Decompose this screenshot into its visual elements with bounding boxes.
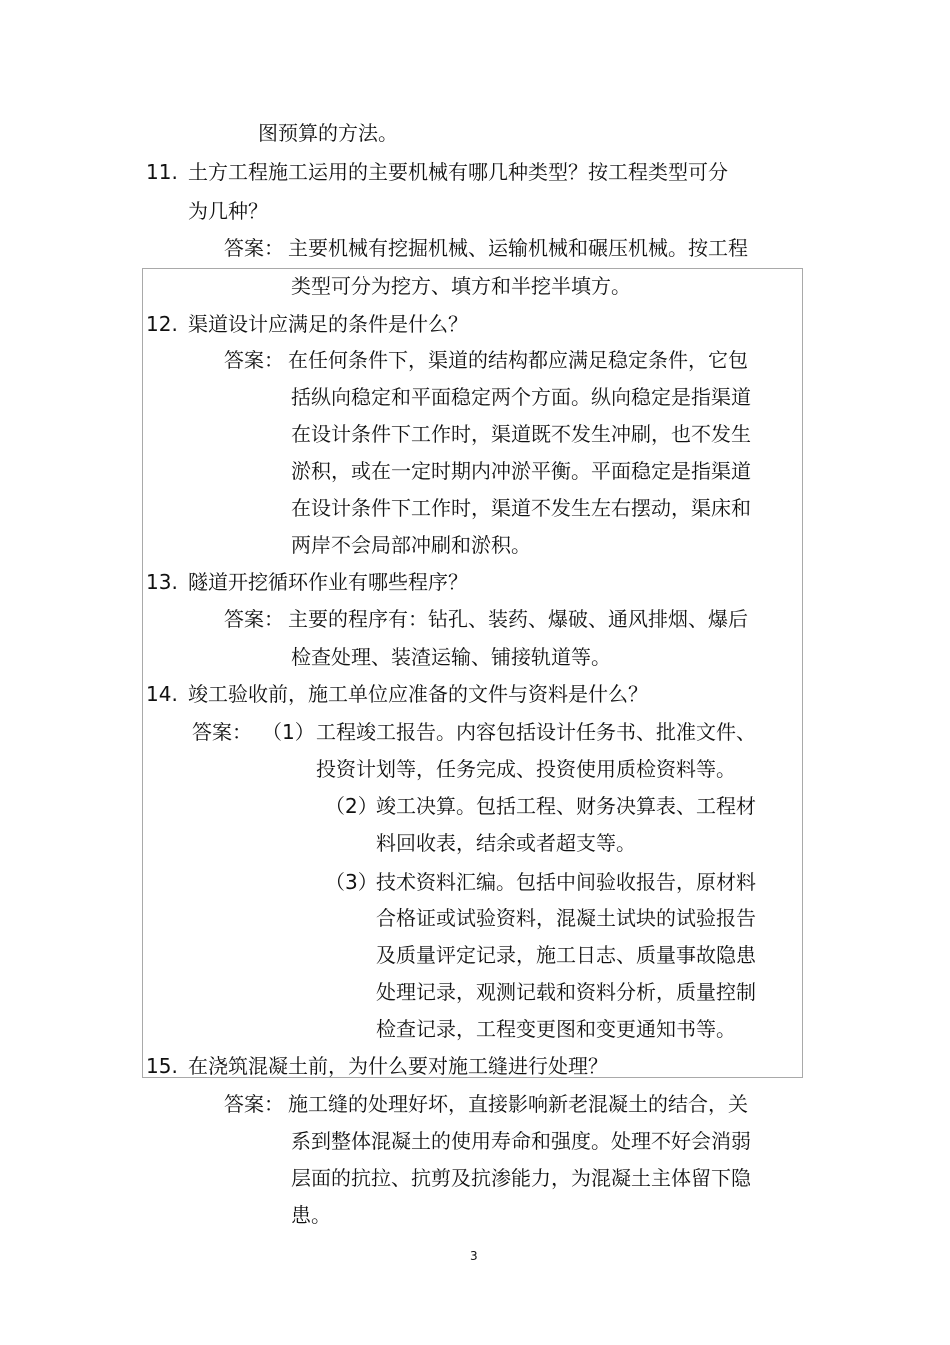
sub-14-1-line-2: 投资计划等，任务完成、投资使用质检资料等。 <box>316 757 736 781</box>
sub-14-3-line-2: 合格证或试验资料，混凝土试块的试验报告 <box>376 906 756 930</box>
question-number-14: 14. <box>146 682 178 706</box>
answer-11-line-1: 主要机械有挖掘机械、运输机械和碾压机械。按工程 <box>288 236 748 260</box>
sub-14-3-line-5: 检查记录，工程变更图和变更通知书等。 <box>376 1017 736 1041</box>
answer-12-line-6: 两岸不会局部冲刷和淤积。 <box>291 533 531 557</box>
question-14-line-1: 竣工验收前，施工单位应准备的文件与资料是什么？ <box>188 682 648 706</box>
question-number-12: 12. <box>146 312 178 336</box>
answer-13-line-2: 检查处理、装渣运输、铺接轨道等。 <box>291 645 611 669</box>
sub-14-3-line-3: 及质量评定记录，施工日志、质量事故隐患 <box>376 943 756 967</box>
sub-14-2-line-1: 竣工决算。包括工程、财务决算表、工程材 <box>376 794 756 818</box>
sub-14-2-line-2: 料回收表，结余或者超支等。 <box>376 831 636 855</box>
page-number: 3 <box>470 1249 478 1263</box>
answer-label-13: 答案： <box>224 607 284 631</box>
answer-label-12: 答案： <box>224 348 284 372</box>
answer-12-line-4: 淤积，或在一定时期内冲淤平衡。平面稳定是指渠道 <box>291 459 751 483</box>
answer-13-line-1: 主要的程序有：钻孔、装药、爆破、通风排烟、爆后 <box>288 607 748 631</box>
sub-mark-14-2: （2） <box>325 794 378 818</box>
sub-14-3-line-4: 处理记录，观测记载和资料分析，质量控制 <box>376 980 756 1004</box>
question-12-line-1: 渠道设计应满足的条件是什么？ <box>188 312 468 336</box>
sub-mark-14-1: （1） <box>262 720 315 744</box>
question-number-15: 15. <box>146 1054 178 1078</box>
answer-12-line-5: 在设计条件下工作时，渠道不发生左右摆动，渠床和 <box>291 496 751 520</box>
sub-mark-14-3: （3） <box>325 870 378 894</box>
question-15-line-1: 在浇筑混凝土前，为什么要对施工缝进行处理？ <box>188 1054 608 1078</box>
answer-12-line-1: 在任何条件下，渠道的结构都应满足稳定条件，它包 <box>288 348 748 372</box>
question-11-line-2: 为几种？ <box>188 199 268 223</box>
answer-15-line-1: 施工缝的处理好坏，直接影响新老混凝土的结合，关 <box>288 1092 748 1116</box>
question-11-line-1: 土方工程施工运用的主要机械有哪几种类型？按工程类型可分 <box>188 160 728 184</box>
answer-12-line-3: 在设计条件下工作时，渠道既不发生冲刷，也不发生 <box>291 422 751 446</box>
answer-15-line-3: 层面的抗拉、抗剪及抗渗能力，为混凝土主体留下隐 <box>291 1166 751 1190</box>
sub-14-1-line-1: 工程竣工报告。内容包括设计任务书、批准文件、 <box>316 720 756 744</box>
question-13-line-1: 隧道开挖循环作业有哪些程序？ <box>188 570 468 594</box>
sub-14-3-line-1: 技术资料汇编。包括中间验收报告，原材料 <box>376 870 756 894</box>
answer-15-line-4: 患。 <box>291 1203 331 1227</box>
answer-label-14: 答案： <box>192 720 252 744</box>
continuation-text: 图预算的方法。 <box>258 121 398 145</box>
question-number-11: 11. <box>146 160 178 184</box>
answer-label-15: 答案： <box>224 1092 284 1116</box>
answer-12-line-2: 括纵向稳定和平面稳定两个方面。纵向稳定是指渠道 <box>291 385 751 409</box>
answer-label-11: 答案： <box>224 236 284 260</box>
answer-15-line-2: 系到整体混凝土的使用寿命和强度。处理不好会消弱 <box>291 1129 751 1153</box>
answer-11-line-2: 类型可分为挖方、填方和半挖半填方。 <box>291 274 631 298</box>
question-number-13: 13. <box>146 570 178 594</box>
